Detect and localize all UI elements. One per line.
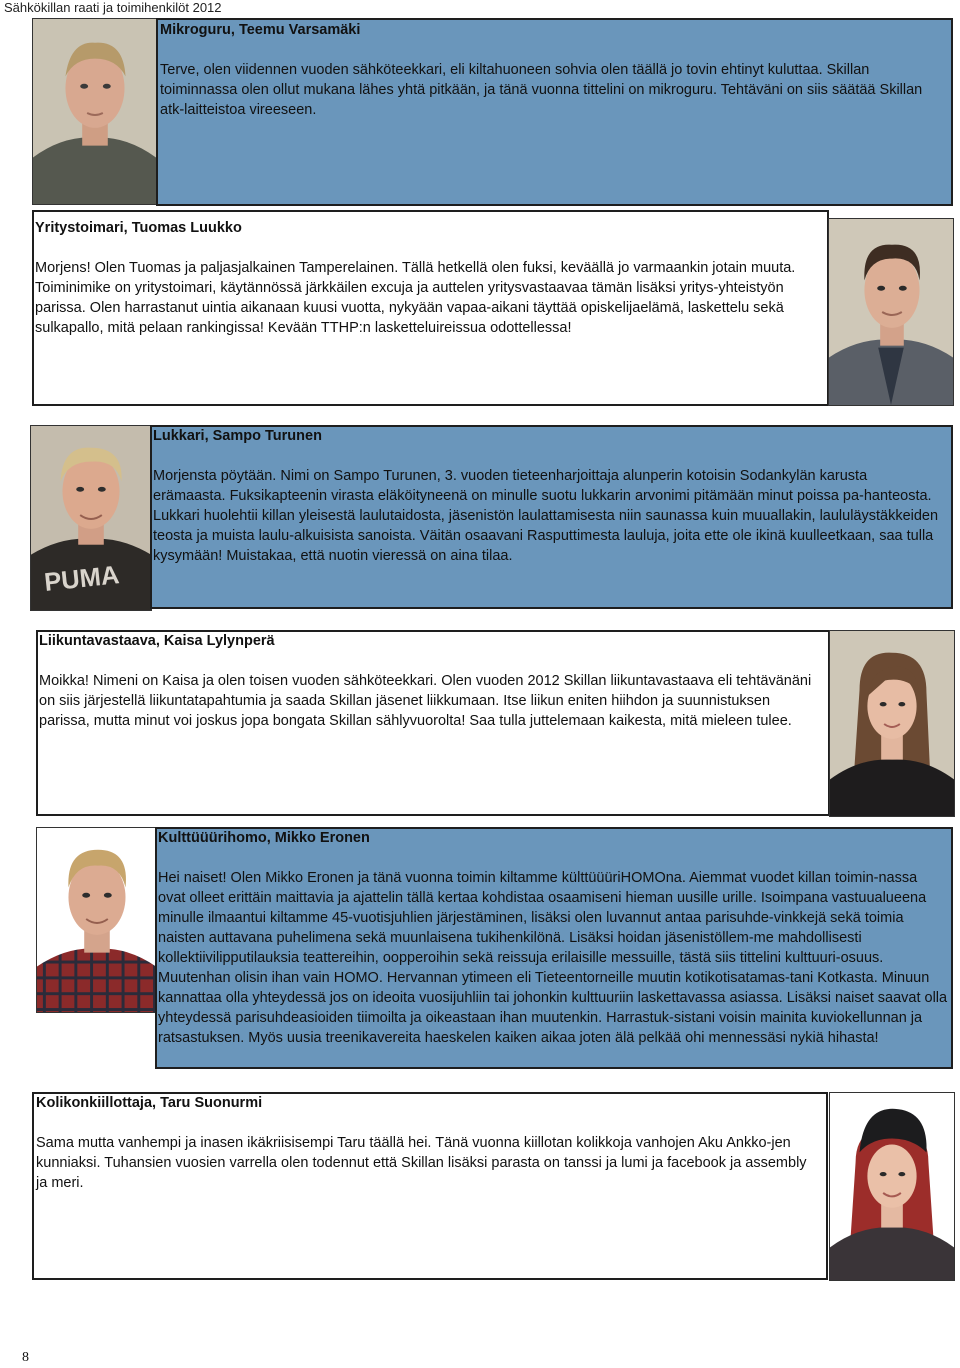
page-number: 8: [22, 1350, 29, 1365]
profile-text-taru: [36, 1093, 820, 1193]
profile-title: Kolikonkiillottaja, Taru Suonurmi: [36, 1095, 263, 1111]
profile-title: Lukkari, Sampo Turunen: [153, 428, 322, 444]
profile-body: Terve, olen viidennen vuoden sähköteekkari, eli kiltahuoneen sohvia olen täällä jo tovin ehtinyt kuluttaa. Skillan toiminnassa olen ollut mukana lähes yhtä pitkään, ja tänä vuonna tittelini on mikroguru. Tehtäväni on siis säätää Skillan atk-laitteistoa vireeseen.: [160, 62, 923, 118]
profile-title: Kulttüüürihomo, Mikko Eronen: [158, 830, 370, 846]
profile-text-kaisa: [39, 631, 819, 731]
profile-text-mikko: [158, 828, 948, 1048]
portrait-photo-teemu: [32, 18, 157, 205]
profile-text-tuomas: [35, 218, 820, 338]
profile-body: Sama mutta vanhempi ja inasen ikäkriisisempi Taru täällä hei. Tänä vuonna kiillotan kolikkoja vanhojen Aku Ankko-jen kunniaksi. Tuhansien vuosien varrella olen todennut että Skillan lisäksi parasta on tanssi ja lumi ja facebook ja assembly ja meri.: [36, 1135, 807, 1191]
profile-text-teemu: [160, 20, 945, 120]
profile-text-sampo: [153, 426, 943, 566]
portrait-photo-mikko: [36, 827, 157, 1013]
portrait-photo-taru: [829, 1092, 955, 1281]
profile-body: Hei naiset! Olen Mikko Eronen ja tänä vuonna toimin kiltamme külttüüüriHOMOna. Aiemmat vuodet killan toimin-nassa ovat olleet erittäin maittavia ja ajattelin tällä kertaa kohdistaa osaamiseni hieman uusille urille. Isoimpana vastuualueena minulle ilmaantui kiltamme 45-vuotisjuhlien järjestäminen, lisäksi olen luvannut antaa parisuhde-vinkkejä sekä toimia naisten auttavana puhelimena sekä muunlaisena tukihenkilönä. Lisäksi hoidan jäsenistöllem-me mahdollisesti kollektiivilipputilauksia teattereihin, oopperoihin sekä reissuja erilaisille messuille, tästä siis tittelini kulttuuri-osuus. Muutenhan olisin ihan vain HOMO. Hervannan ytimeen eli Tieteentorneille muutin kotikotisatamas-tani Kotkasta. Minuun kannattaa olla yhteydessä jos on ideoita vuosijuhliin tai johonkin kulttuuriin laskettavassa asiassa. Lisäksi naiset saavat olla yhteydessä parisuhdeasioiden tiimoilta ja oikeastaan ihan muutenkin. Harrastuk-sistani voisin mainita kuviokellunnan ja ratsastuksen. Myös uusia treenikavereita haeskelen kaiken aikaa joten älä pelkää ohi mennessäsi nykiä hihasta!: [158, 870, 948, 1046]
profile-title: Yritystoimari, Tuomas Luukko: [35, 220, 242, 236]
profile-body: Morjens! Olen Tuomas ja paljasjalkainen Tamperelainen. Tällä hetkellä olen fuksi, keväällä jo varmaankin jotain muuta. Toiminimike on yritystoimari, käytännössä järkkäilen excuja ja auttelen yritysvastaavaa tämän lisäksi yritys-yhteistyön parissa. Olen harrastanut uintia aikanaan kuusi vuotta, nykyään vapaa-aikani täyttää opiskelijaelämä, laskettelu sekä sulkapallo, mitä pelaan rankingissa! Kevään TTHP:n lasketteluireissua odottellessa!: [35, 260, 796, 336]
profile-title: Liikuntavastaava, Kaisa Lylynperä: [39, 633, 275, 649]
svg-text:PUMA: PUMA: [42, 561, 121, 597]
profile-title: Mikroguru, Teemu Varsamäki: [160, 22, 361, 38]
portrait-photo-kaisa: [829, 630, 955, 817]
running-header: Sähkökillan raati ja toimihenkilöt 2012: [4, 0, 222, 15]
profile-body: Moikka! Nimeni on Kaisa ja olen toisen vuoden sähköteekkari. Olen vuoden 2012 Skillan liikuntavastaava eli tehtävänäni on siis järjestellä liikuntatapahtumia ja saada Skillan jäsenet liikkumaan. Itse liikun eniten hiihdon ja suunnistuksen parissa, mutta minut voi joskus jopa bongata Skillan sählyvuorolta! Saa tulla juttelemaan kaikesta, mitä mieleen tulee.: [39, 673, 812, 729]
profile-body: Morjensta pöytään. Nimi on Sampo Turunen, 3. vuoden tieteenharjoittaja alunperin kotoisin Sodankylän karusta erämaasta. Fuksikapteenin virasta eläköityneenä on minulle suotu lukkarin arvonimi pitämään minut poissa pa-hanteosta. Lukkari huolehtii killan yleisestä laulutaidosta, jäsenistön laulattamisesta niin saunassa kuin muuallakin, laululäystäkkeiden teosta ja muista laulu-alkuisista sanoista. Väitän osaavani Rasputtimesta lauluja, joita ette ole ikinä kuulleetkaan, saa tulla kysymään! Muistakaa, että nuotin vieressä on aina tilaa.: [153, 468, 939, 564]
portrait-photo-tuomas: [828, 218, 954, 406]
portrait-photo-sampo: [30, 425, 152, 611]
